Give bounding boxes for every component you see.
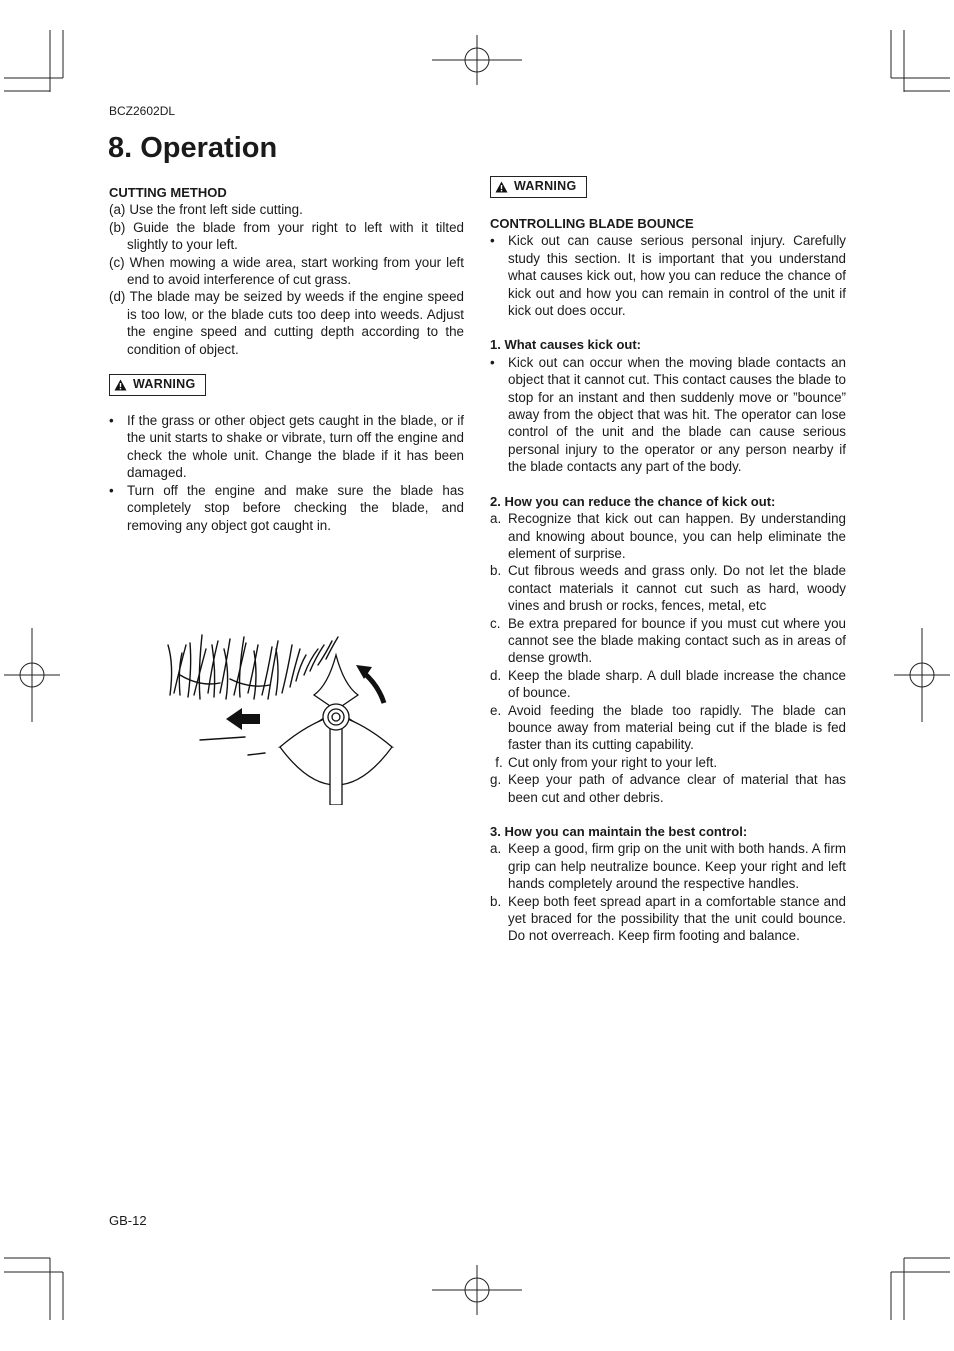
list-text: Guide the blade from your right to left with it tilted slightly to your left. (127, 219, 464, 253)
cutting-illustration (160, 615, 405, 805)
cutting-method-heading: CUTTING METHOD (109, 185, 227, 200)
bullet-dot: • (109, 482, 114, 498)
warning-icon (114, 379, 127, 391)
list-marker: g. (490, 772, 502, 788)
list-text: Avoid feeding the blade too rapidly. The blade can bounce away from material being cut if the blade is fed faster than its cutting capability. (508, 702, 846, 753)
list-text: The blade may be seized by weeds if the engine speed is too low, or the blade cuts too deep into weeds. Adjust the engine speed and cutting depth according to the condition of object. (127, 289, 465, 357)
bullet-dot: • (490, 233, 495, 249)
list-item (109, 254, 464, 289)
left-column (109, 184, 464, 534)
list-item (490, 667, 846, 702)
list-marker: b. (490, 563, 502, 579)
list-item (109, 219, 464, 254)
warning-badge (109, 374, 206, 396)
controlling-heading: CONTROLLING BLADE BOUNCE (490, 216, 694, 231)
list-marker: a. (490, 511, 502, 527)
causes-heading: 1. What causes kick out: (490, 337, 641, 353)
list-item (109, 201, 464, 218)
list-item (490, 510, 846, 562)
cutting-method-list (109, 201, 464, 358)
warning-bullet-text: Turn off the engine and make sure the blade has completely stop before checking the blade, and removing any object got caught in. (127, 482, 464, 533)
control-heading: 3. How you can maintain the best control: (490, 824, 748, 839)
list-item (109, 288, 464, 358)
list-text: Cut only from your right to your left. (508, 754, 718, 770)
list-marker: (c) (109, 254, 125, 270)
list-marker: f. (495, 754, 503, 770)
list-text: Be extra prepared for bounce if you must cut where you cannot see the blade making contact such as in areas of dense growth. (508, 615, 846, 666)
list-item (490, 702, 846, 754)
list-text: Keep your path of advance clear of material that has been cut and other debris. (508, 772, 846, 805)
model-number: BCZ2602DL (109, 104, 176, 118)
page-title: 8. Operation (108, 132, 278, 164)
warning-icon (495, 181, 508, 193)
warning-label: WARNING (133, 377, 196, 392)
list-marker: (d) (109, 289, 126, 305)
list-text: Use the front left side cutting. (129, 202, 303, 218)
bullet-dot: • (490, 354, 495, 370)
page-number: GB-12 (109, 1213, 147, 1228)
warning-bullet (109, 412, 464, 482)
right-column (490, 176, 846, 945)
warning-label: WARNING (514, 179, 577, 194)
warning-badge (490, 176, 587, 198)
list-marker: (a) (109, 202, 126, 218)
bullet-text: Kick out can cause serious personal injury. Carefully study this section. It is important that you understand what causes kick out, how you can reduce the chance of kick out and how you can remain in control of the unit if kick out does occur. (508, 233, 846, 319)
list-text: When mowing a wide area, start working from your left end to avoid interference of cut grass. (127, 254, 464, 288)
list-marker: c. (490, 615, 501, 631)
bullet-dot: • (109, 413, 114, 429)
list-text: Recognize that kick out can happen. By understanding and knowing about bounce, you can help eliminate the element of surprise. (508, 511, 846, 561)
list-text: Keep the blade sharp. A dull blade increase the chance of bounce. (508, 667, 846, 701)
list-item (490, 893, 846, 945)
list-marker: e. (490, 702, 502, 718)
list-item (490, 562, 846, 614)
list-marker: a. (490, 841, 502, 857)
list-marker: (b) (109, 219, 126, 235)
list-text: Keep a good, firm grip on the unit with both hands. A firm grip can help neutralize bounce. Keep your right and left hands completely around the respective handles. (508, 841, 846, 892)
list-item (490, 615, 846, 667)
list-text: Keep both feet spread apart in a comfortable stance and yet braced for the possibility that the unit could bounce. Do not overreach. Keep firm footing and balance. (508, 893, 846, 944)
bullet-text: Kick out can occur when the moving blade contacts an object that it cannot cut. This contact causes the blade to stop for an instant and then suddenly move or ”bounce” away from the object that was hit. The operator can lose control of the unit and the blade can cause serious personal injury to the operator or any person nearby if the blade contacts any part of the body. (508, 354, 846, 475)
list-marker: b. (490, 893, 502, 909)
list-marker: d. (490, 667, 502, 683)
list-item (490, 771, 846, 806)
list-text: Cut fibrous weeds and grass only. Do not let the blade contact materials it cannot cut such as hard, woody vines and brush or rocks, fences, metal, etc (508, 563, 846, 614)
warning-bullet-text: If the grass or other object gets caught in the blade, or if the unit starts to shake or vibrate, turn off the engine and check the whole unit. Change the blade if it has been damaged. (127, 413, 464, 481)
controlling-bullet (490, 232, 846, 319)
list-item (490, 754, 846, 771)
warning-bullet (109, 482, 464, 534)
causes-bullet (490, 354, 846, 476)
list-item (490, 840, 846, 892)
reduce-heading: 2. How you can reduce the chance of kick out: (490, 493, 776, 509)
